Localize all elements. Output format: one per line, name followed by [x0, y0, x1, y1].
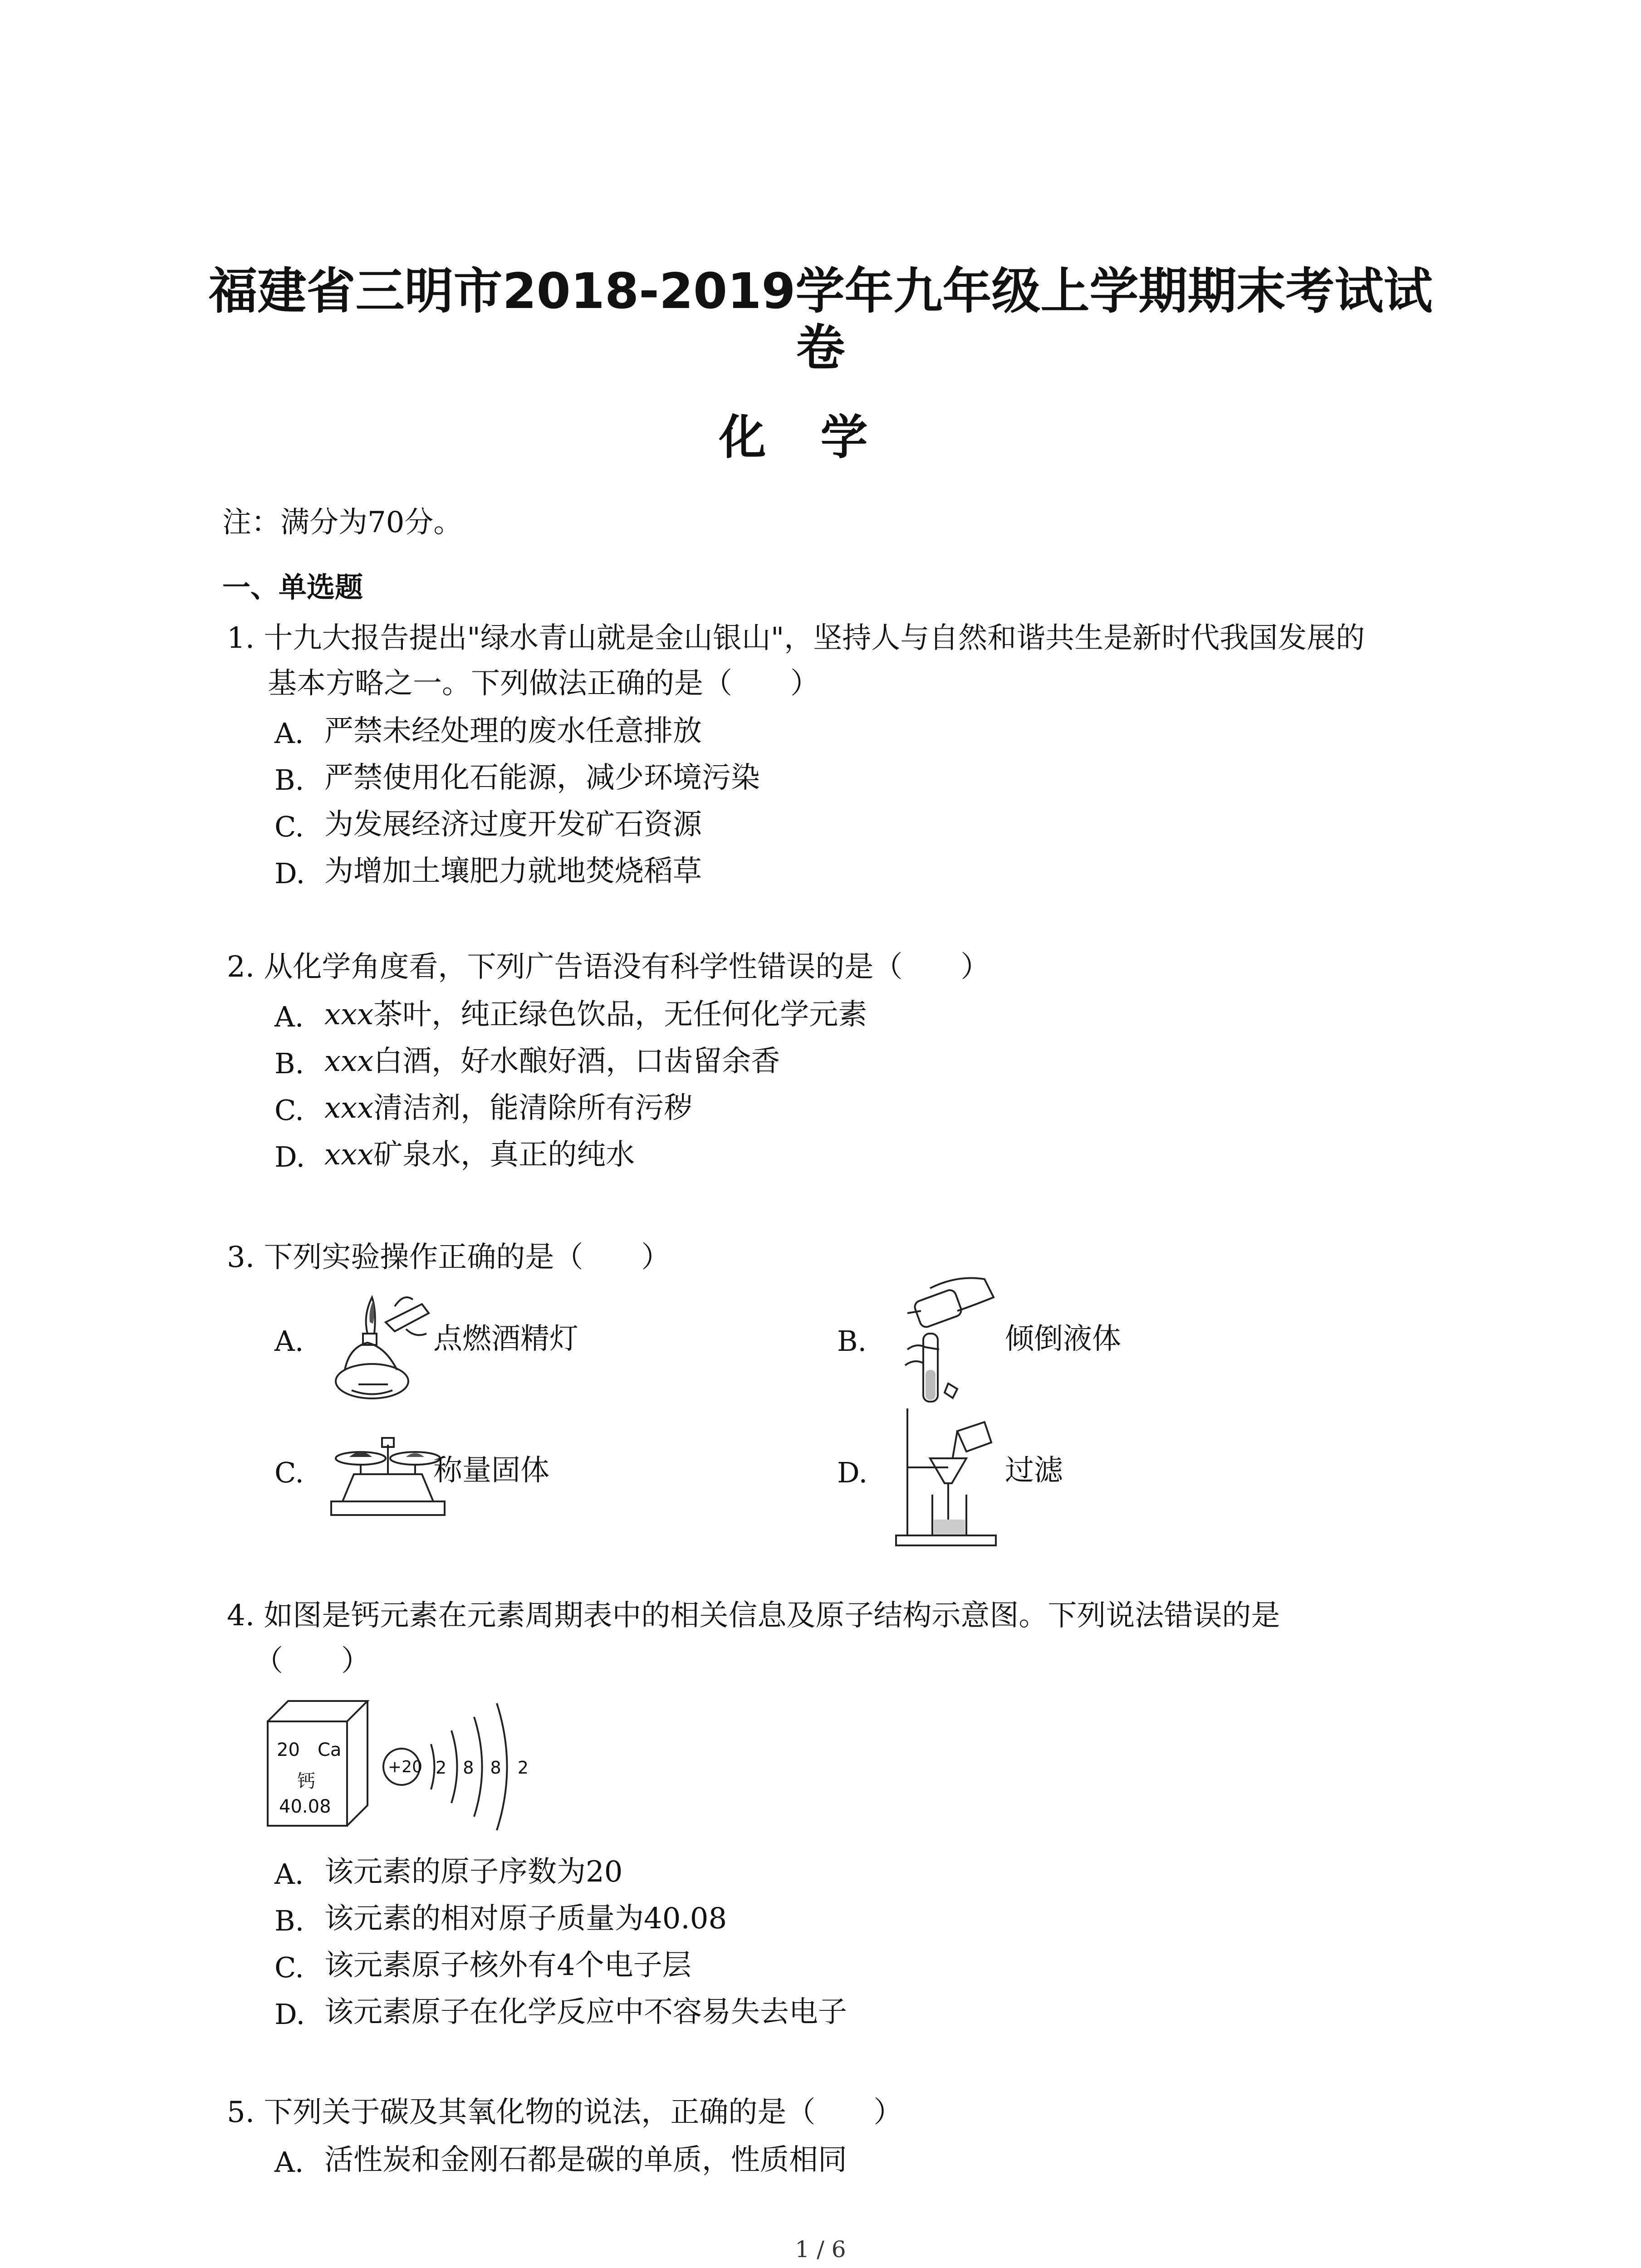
option-text: 该元素原子在化学反应中不容易失去电子 [324, 1995, 847, 2029]
option-letter: B. [274, 1904, 304, 1937]
option-letter: C. [274, 1456, 304, 1489]
option-letter: A. [274, 717, 304, 750]
option-text: 矿泉水，真正的纯水 [373, 1138, 635, 1172]
q2-stem: 2. 从化学角度看，下列广告语没有科学性错误的是（ ） [227, 950, 990, 984]
electron-shell-counts: 2 8 8 2 [436, 1758, 534, 1778]
exam-title-line2: 卷 [796, 320, 845, 376]
option-letter: D. [837, 1456, 868, 1489]
periodic-table-cell-frame [263, 1694, 372, 1839]
option-text: 称量固体 [433, 1454, 549, 1487]
filtration-apparatus-illustration [889, 1404, 1007, 1549]
option-letter: C. [274, 810, 304, 843]
page-number: 1 / 6 [795, 2236, 846, 2263]
section-heading-single-choice: 一、单选题 [222, 571, 363, 604]
q3-stem: 3. 下列实验操作正确的是（ ） [227, 1241, 671, 1274]
option-text: 过滤 [1005, 1454, 1063, 1487]
option-text: 该元素的相对原子质量为40.08 [324, 1902, 727, 1936]
option-letter: B. [837, 1325, 867, 1358]
option-letter: B. [274, 763, 304, 797]
q4-stem-line1: 4. 如图是钙元素在元素周期表中的相关信息及原子结构示意图。下列说法错误的是 [227, 1599, 1280, 1633]
option-letter: A. [274, 1857, 304, 1891]
option-text: 为增加土壤肥力就地焚烧稻草 [324, 855, 702, 888]
option-text: 点燃酒精灯 [433, 1322, 578, 1356]
option-letter: A. [274, 1325, 304, 1358]
option-text: 茶叶，纯正绿色饮品，无任何化学元素 [373, 998, 867, 1031]
option-text: 该元素的原子序数为20 [324, 1855, 623, 1889]
subject-title: 化学 [719, 410, 922, 465]
q5-stem: 5. 下列关于碳及其氧化物的说法，正确的是（ ） [227, 2096, 903, 2129]
option-text: 活性炭和金刚石都是碳的单质，性质相同 [324, 2143, 847, 2177]
calcium-figure [263, 1694, 535, 1839]
pouring-liquid-illustration [889, 1270, 1007, 1415]
score-note: 注：满分为70分。 [222, 506, 463, 539]
atomic-number: 20 [277, 1740, 300, 1760]
option-letter: C. [274, 1951, 304, 1984]
element-name: 钙 [297, 1771, 315, 1792]
option-letter: D. [274, 857, 305, 890]
option-text: 为发展经济过度开发矿石资源 [324, 808, 702, 841]
exam-title-line1: 福建省三明市2018-2019学年九年级上学期期末考试试 [208, 263, 1433, 320]
brand-placeholder: xxx [324, 1091, 374, 1125]
q4-stem-line2: （ ） [254, 1644, 370, 1678]
option-letter: D. [274, 1140, 305, 1173]
option-letter: C. [274, 1094, 304, 1127]
option-letter: A. [274, 1000, 304, 1033]
option-text: 严禁未经处理的废水任意排放 [324, 714, 702, 748]
option-text: 白酒，好水酿好酒，口齿留余香 [373, 1045, 780, 1078]
brand-placeholder: xxx [324, 998, 374, 1031]
option-text: 清洁剂，能清除所有污秽 [373, 1091, 693, 1125]
option-letter: D. [274, 1998, 305, 2031]
option-text: 倾倒液体 [1005, 1322, 1121, 1356]
element-symbol: Ca [318, 1740, 342, 1760]
brand-placeholder: xxx [324, 1138, 374, 1172]
alcohol-lamp-lighting-illustration [318, 1279, 440, 1406]
option-letter: A. [274, 2146, 304, 2179]
option-text: 严禁使用化石能源，减少环境污染 [324, 761, 760, 795]
q1-stem-line2: 基本方略之一。下列做法正确的是（ ） [268, 667, 819, 700]
brand-placeholder: xxx [324, 1045, 374, 1078]
option-letter: B. [274, 1047, 304, 1080]
atomic-mass: 40.08 [279, 1796, 331, 1817]
option-text: 该元素原子核外有4个电子层 [324, 1949, 691, 1982]
q1-stem-line1: 1. 十九大报告提出"绿水青山就是金山银山"，坚持人与自然和谐共生是新时代我国发展的 [227, 621, 1365, 655]
nucleus-charge: +20 [388, 1758, 422, 1776]
